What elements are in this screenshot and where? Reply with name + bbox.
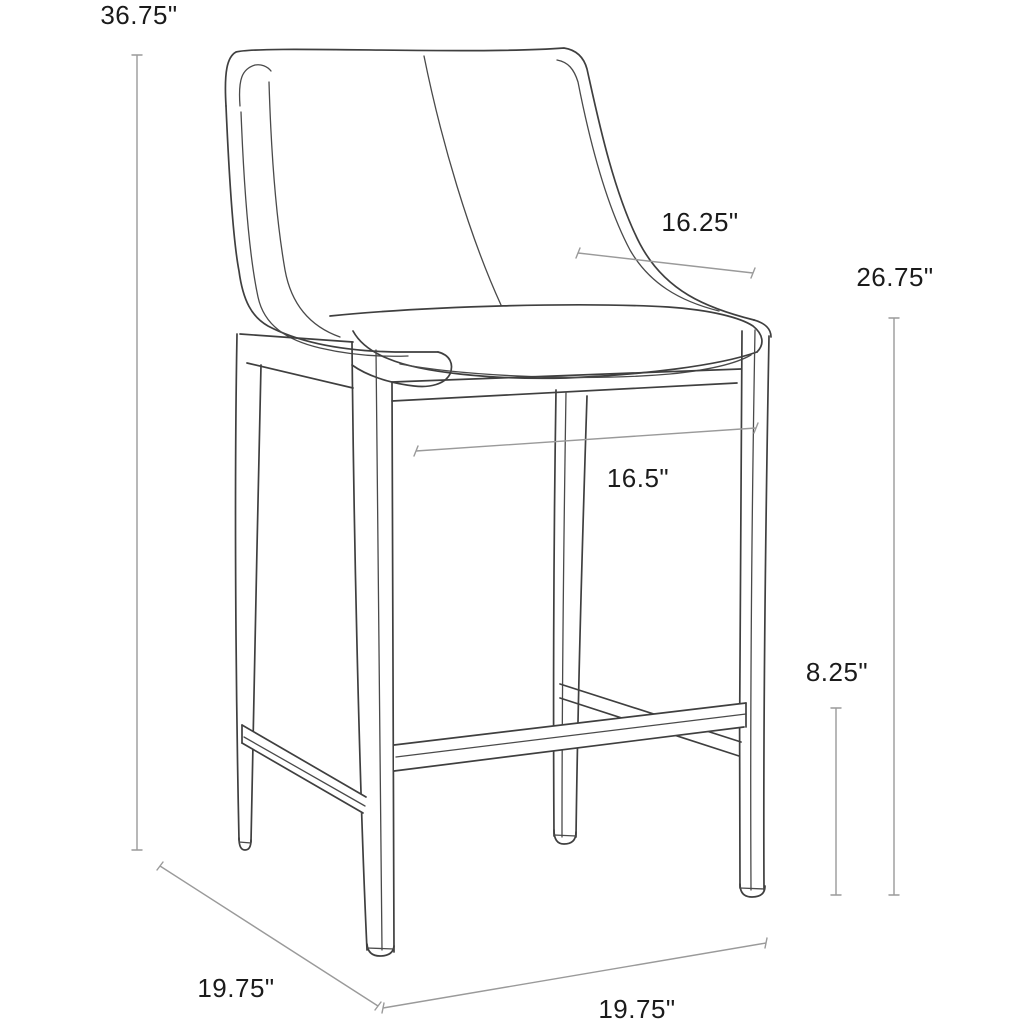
dim-seat-height <box>856 262 933 895</box>
dim-footrest-height-label: 8.25" <box>805 657 869 687</box>
dim-inner-width-label: 16.5" <box>606 463 670 493</box>
dim-seat-height-label: 26.75" <box>856 262 934 292</box>
seat-cushion <box>330 305 762 378</box>
dim-seat-depth <box>576 207 755 278</box>
dim-overall-height-label: 36.75" <box>100 0 178 30</box>
rear-right-leg <box>554 390 587 844</box>
left-stretcher <box>242 725 366 814</box>
dim-overall-depth-label: 19.75" <box>197 973 275 1003</box>
front-left-leg <box>352 342 394 956</box>
dim-overall-depth <box>157 862 381 1010</box>
dim-overall-width-label: 19.75" <box>598 994 676 1024</box>
front-right-leg <box>740 330 769 897</box>
dim-overall-height <box>100 0 177 850</box>
front-stretcher <box>394 703 746 771</box>
rear-left-leg <box>236 334 261 850</box>
dim-seat-depth-label: 16.25" <box>661 207 739 237</box>
dim-footrest-height <box>806 657 868 895</box>
dim-overall-width <box>382 938 767 1024</box>
seat-frame-rails <box>240 320 771 401</box>
stool-line-drawing <box>225 48 771 956</box>
